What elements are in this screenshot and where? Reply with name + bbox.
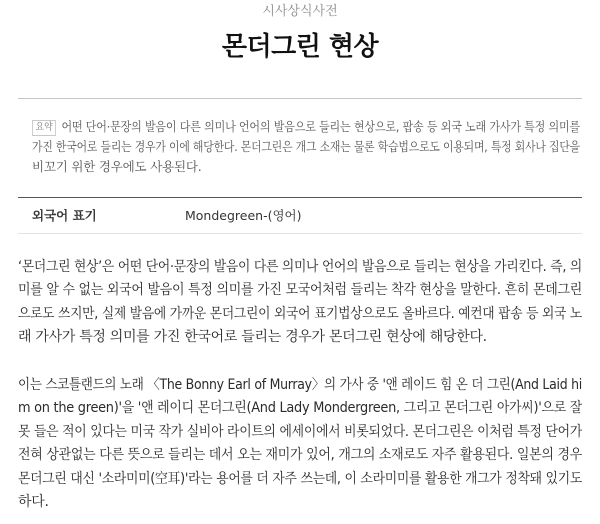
paragraph-line <box>18 279 582 302</box>
paragraph-line <box>18 468 582 491</box>
paragraph-line-text: 못 들은 적이 있다는 미국 작가 실비아 라이트의 에세이에서 비롯되었다. 몬더그린은 이처럼 특정 단어가 <box>18 423 582 440</box>
summary-line <box>32 137 580 157</box>
paragraph-line-text: 으로도 쓰지만, 실제 발음에 가까운 몬더그린이 외국어 표기법상으로도 올바르다. 예컨대 팝송 등 외국 노 <box>18 305 582 322</box>
paragraph-line <box>18 491 582 514</box>
profile-label: 외국어 표기 <box>32 208 97 223</box>
paragraph-line-text: 전혀 상관없는 다른 뜻으로 들리는 데서 오는 재미가 있어, 개그의 소재로도 자주 활용된다. 일본의 경우 <box>18 447 582 464</box>
paragraph-line <box>18 326 582 349</box>
paragraph-line <box>18 421 582 444</box>
paragraph-line-text: 래 가사가 특정 의미를 가진 한국어로 들리는 경우가 몬더그린 현상에 해당한다. <box>18 329 487 346</box>
paragraph-line <box>18 397 582 420</box>
paragraph-line-text: m on the green)'을 '앤 레이디 몬더그린(And Lady Mondergreen, 그리고 몬더그린 아가씨)'으로 잘 <box>18 400 582 417</box>
summary-badge: 요약 <box>32 120 56 136</box>
body-paragraph <box>18 256 582 350</box>
source-dictionary-link[interactable]: 시사상식사전 <box>262 4 338 19</box>
summary-box <box>18 98 582 197</box>
paragraph-line-text: 이는 스코틀랜드의 노래 〈The Bonny Earl of Murray〉의 가사 중 '앤 레이드 힘 온 더 그린(And Laid hi <box>18 377 582 393</box>
profile-row <box>18 198 582 233</box>
paragraph-line-text: 하다. <box>18 493 49 510</box>
profile-table <box>18 197 582 234</box>
paragraph-line <box>18 303 582 326</box>
paragraph-line-text: 몬더그린 대신 '소라미미(空耳)'라는 용어를 더 자주 쓰는데, 이 소라미미를 활용한 개그가 정착돼 있기도 <box>18 470 582 487</box>
summary-line-content <box>32 117 580 137</box>
paragraph-line <box>18 374 582 397</box>
profile-value: Mondegreen-(영어) <box>185 208 302 223</box>
body-paragraph <box>18 374 582 514</box>
paragraph-line-text: ‘몬더그린 현상’은 어떤 단어·문장의 발음이 다른 의미나 언어의 발음으로 들리는 현상을 가리킨다. 즉, 의 <box>18 259 582 275</box>
summary-line-text: 가진 한국어로 들리는 경우가 이에 해당한다. 몬더그린은 개그 소재는 물론 학습법으로도 이용되며, 특정 회사나 집단을 <box>32 139 580 154</box>
page-title: 몬더그린 현상 <box>221 32 379 62</box>
summary-line-text: 어떤 단어·문장의 발음이 다른 의미나 언어의 발음으로 들리는 현상으로, 팝송 등 외국 노래 가사가 특정 의미를 <box>61 119 580 134</box>
paragraph-line <box>18 256 582 279</box>
paragraph-line <box>18 444 582 467</box>
summary-text <box>32 117 580 177</box>
summary-line-text: 비꼬기 위한 경우에도 사용된다. <box>32 159 202 174</box>
summary-line <box>32 117 580 137</box>
summary-line <box>32 157 580 177</box>
paragraph-line-text: 미를 알 수 없는 외국어 발음이 특정 의미를 가진 모국어처럼 들리는 착각 현상을 말한다. 흔히 몬데그린 <box>18 282 582 299</box>
